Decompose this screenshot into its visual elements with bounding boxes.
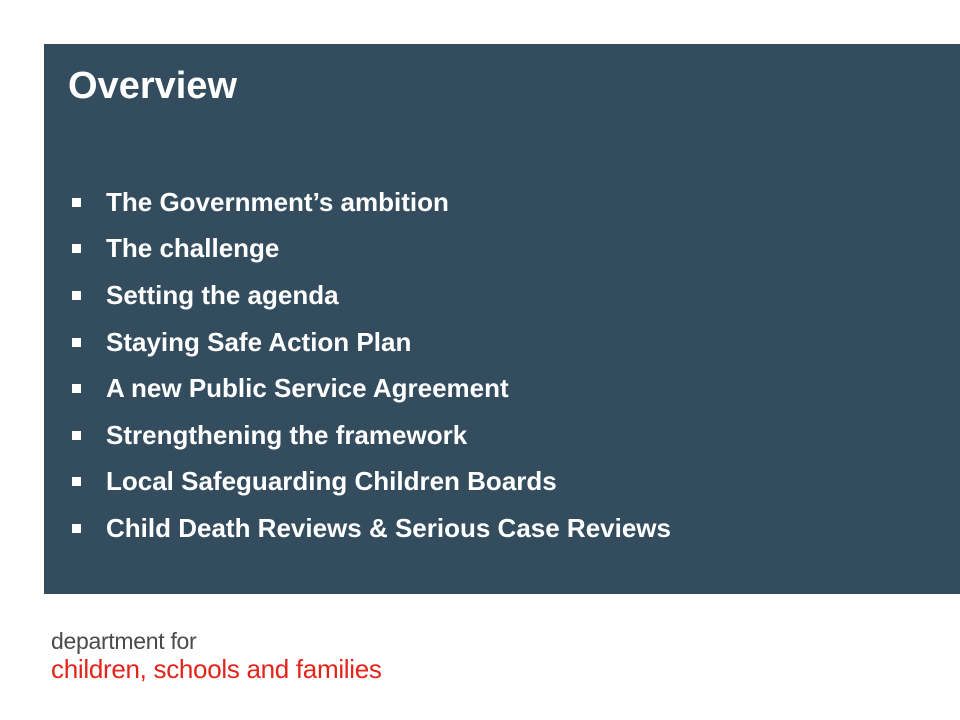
content-panel <box>44 44 960 594</box>
agenda-item <box>72 319 671 366</box>
agenda-item <box>72 179 671 226</box>
agenda-item-label: The challenge <box>106 233 280 264</box>
square-bullet-icon <box>72 291 81 300</box>
agenda-item-label: Setting the agenda <box>106 279 339 310</box>
square-bullet-icon <box>72 384 81 393</box>
agenda-item-label: Staying Safe Action Plan <box>106 326 412 357</box>
agenda-item-label: Strengthening the framework <box>106 419 468 450</box>
agenda-item <box>72 272 671 319</box>
slide-title: Overview <box>68 65 237 107</box>
agenda-item <box>72 412 671 459</box>
logo-line-department: department for <box>51 628 197 654</box>
square-bullet-icon <box>72 524 81 533</box>
agenda-item-label: Child Death Reviews & Serious Case Reviews <box>106 512 671 543</box>
agenda-item-label: A new Public Service Agreement <box>106 373 509 404</box>
square-bullet-icon <box>72 431 81 440</box>
square-bullet-icon <box>72 198 81 207</box>
agenda-list <box>72 179 671 552</box>
agenda-item-label: The Government’s ambition <box>106 186 449 217</box>
agenda-item <box>72 226 671 273</box>
square-bullet-icon <box>72 244 81 253</box>
square-bullet-icon <box>72 477 81 486</box>
agenda-item <box>72 505 671 552</box>
agenda-item <box>72 459 671 506</box>
agenda-item-label: Local Safeguarding Children Boards <box>106 466 557 497</box>
square-bullet-icon <box>72 338 81 347</box>
agenda-item <box>72 365 671 412</box>
logo-line-children-schools-families: children, schools and families <box>51 654 382 684</box>
dcsf-logo <box>51 628 382 684</box>
